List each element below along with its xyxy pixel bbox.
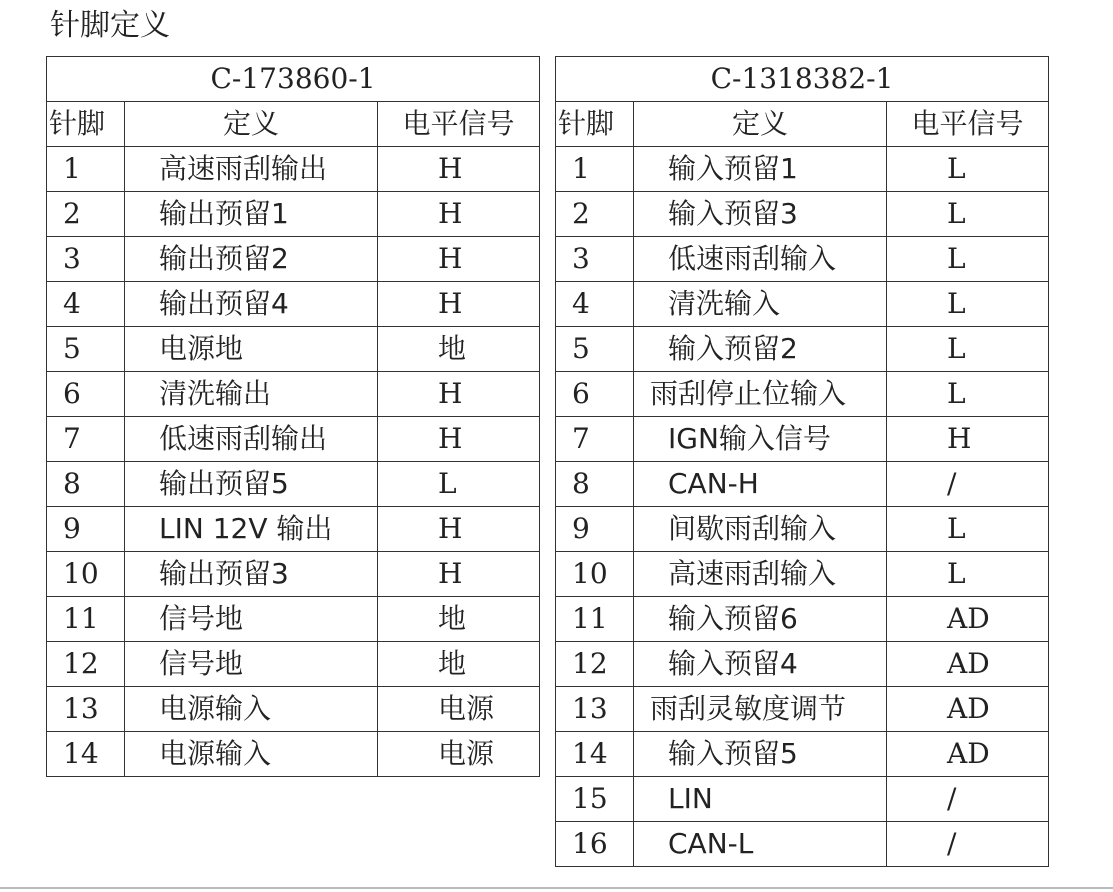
pin-row: [556, 462, 1049, 507]
pin-number-cell: 1: [556, 147, 634, 192]
pin-row: [556, 687, 1049, 732]
signal-level-cell: /: [887, 777, 1049, 822]
pin-definition-cell: 清洗输入: [634, 282, 887, 327]
pin-row: [47, 597, 540, 642]
pin-definition-cell: 输出预留2: [125, 237, 378, 282]
signal-level-cell: L: [887, 372, 1049, 417]
pin-row: [47, 282, 540, 327]
signal-level-cell: H: [887, 417, 1049, 462]
pin-row: [47, 507, 540, 552]
pin-number-cell: 11: [47, 597, 125, 642]
pin-definition-cell: 高速雨刮输入: [634, 552, 887, 597]
pin-definition-cell: 间歇雨刮输入: [634, 507, 887, 552]
signal-level-cell: AD: [887, 597, 1049, 642]
pin-number-cell: 10: [47, 552, 125, 597]
header-pin: 针脚: [556, 102, 634, 147]
pin-definition-cell: 电源地: [125, 327, 378, 372]
pin-number-cell: 2: [47, 192, 125, 237]
pin-table-c173860: [46, 56, 540, 777]
pin-number-cell: 5: [47, 327, 125, 372]
pin-row: [556, 552, 1049, 597]
connector-name: C-173860-1: [47, 57, 540, 102]
header-level: 电平信号: [887, 102, 1049, 147]
connector-caption-row: [556, 57, 1049, 102]
pin-row: [556, 327, 1049, 372]
pin-definition-cell: 雨刮停止位输入: [634, 372, 887, 417]
pin-definition-cell: 输入预留2: [634, 327, 887, 372]
pin-number-cell: 15: [556, 777, 634, 822]
pin-row: [47, 732, 540, 777]
page-title: 针脚定义: [50, 8, 170, 43]
header-definition: 定义: [125, 102, 378, 147]
pin-row: [47, 552, 540, 597]
pin-definition-cell: 高速雨刮输出: [125, 147, 378, 192]
pin-definition-cell: 输入预留1: [634, 147, 887, 192]
pin-definition-cell: 低速雨刮输入: [634, 237, 887, 282]
pin-definition-cell: 输出预留1: [125, 192, 378, 237]
pin-definition-cell: IGN输入信号: [634, 417, 887, 462]
signal-level-cell: H: [378, 192, 540, 237]
pin-definition-cell: LIN: [634, 777, 887, 822]
signal-level-cell: L: [887, 192, 1049, 237]
pin-row: [47, 372, 540, 417]
pin-row: [47, 417, 540, 462]
pin-number-cell: 3: [556, 237, 634, 282]
header-definition: 定义: [634, 102, 887, 147]
signal-level-cell: 电源: [378, 687, 540, 732]
signal-level-cell: L: [378, 462, 540, 507]
pin-definition-cell: 输入预留6: [634, 597, 887, 642]
signal-level-cell: AD: [887, 732, 1049, 777]
pin-number-cell: 14: [47, 732, 125, 777]
signal-level-cell: L: [887, 507, 1049, 552]
pin-number-cell: 12: [556, 642, 634, 687]
pin-row: [556, 777, 1049, 822]
signal-level-cell: H: [378, 372, 540, 417]
signal-level-cell: 地: [378, 327, 540, 372]
signal-level-cell: AD: [887, 687, 1049, 732]
pin-row: [556, 192, 1049, 237]
signal-level-cell: L: [887, 552, 1049, 597]
pin-definition-cell: 输出预留3: [125, 552, 378, 597]
header-pin: 针脚: [47, 102, 125, 147]
pin-number-cell: 8: [556, 462, 634, 507]
pin-row: [556, 732, 1049, 777]
pin-row: [556, 237, 1049, 282]
pin-definition-cell: 输入预留5: [634, 732, 887, 777]
signal-level-cell: H: [378, 507, 540, 552]
signal-level-cell: H: [378, 147, 540, 192]
pin-definition-cell: 低速雨刮输出: [125, 417, 378, 462]
pin-number-cell: 10: [556, 552, 634, 597]
pin-row: [556, 597, 1049, 642]
pin-row: [556, 507, 1049, 552]
pin-number-cell: 7: [556, 417, 634, 462]
page-bottom-divider: [0, 887, 1113, 889]
signal-level-cell: 电源: [378, 732, 540, 777]
pin-number-cell: 16: [556, 822, 634, 867]
pin-number-cell: 7: [47, 417, 125, 462]
pin-number-cell: 11: [556, 597, 634, 642]
pin-row: [47, 327, 540, 372]
signal-level-cell: H: [378, 417, 540, 462]
pin-number-cell: 12: [47, 642, 125, 687]
signal-level-cell: L: [887, 147, 1049, 192]
signal-level-cell: H: [378, 237, 540, 282]
pin-number-cell: 9: [556, 507, 634, 552]
pin-rows: [556, 147, 1049, 867]
connector-caption-row: [47, 57, 540, 102]
pin-number-cell: 6: [47, 372, 125, 417]
pin-definition-cell: 输出预留5: [125, 462, 378, 507]
signal-level-cell: 地: [378, 642, 540, 687]
signal-level-cell: 地: [378, 597, 540, 642]
pin-table-c1318382: [555, 56, 1049, 867]
pin-number-cell: 8: [47, 462, 125, 507]
pin-number-cell: 4: [556, 282, 634, 327]
signal-level-cell: H: [378, 552, 540, 597]
pin-row: [47, 147, 540, 192]
header-level: 电平信号: [378, 102, 540, 147]
pin-number-cell: 13: [556, 687, 634, 732]
signal-level-cell: L: [887, 237, 1049, 282]
pin-number-cell: 4: [47, 282, 125, 327]
pin-definition-cell: 清洗输出: [125, 372, 378, 417]
pin-definition-cell: 输出预留4: [125, 282, 378, 327]
signal-level-cell: /: [887, 462, 1049, 507]
pin-definition-cell: CAN-H: [634, 462, 887, 507]
pin-definition-cell: 输入预留3: [634, 192, 887, 237]
pin-row: [47, 642, 540, 687]
pin-row: [556, 147, 1049, 192]
pin-number-cell: 13: [47, 687, 125, 732]
pin-row: [556, 417, 1049, 462]
pin-number-cell: 3: [47, 237, 125, 282]
pin-definition-cell: 信号地: [125, 597, 378, 642]
signal-level-cell: L: [887, 327, 1049, 372]
header-row: [47, 102, 540, 147]
pin-row: [47, 192, 540, 237]
signal-level-cell: AD: [887, 642, 1049, 687]
pin-definition-cell: 信号地: [125, 642, 378, 687]
pin-definition-cell: 输入预留4: [634, 642, 887, 687]
pin-row: [47, 237, 540, 282]
pin-definition-cell: LIN 12V 输出: [125, 507, 378, 552]
pin-definition-cell: 雨刮灵敏度调节: [634, 687, 887, 732]
pin-number-cell: 1: [47, 147, 125, 192]
pin-row: [47, 462, 540, 507]
pin-number-cell: 14: [556, 732, 634, 777]
pin-row: [556, 822, 1049, 867]
signal-level-cell: /: [887, 822, 1049, 867]
pin-number-cell: 5: [556, 327, 634, 372]
pin-number-cell: 9: [47, 507, 125, 552]
pin-row: [556, 282, 1049, 327]
signal-level-cell: L: [887, 282, 1049, 327]
pin-number-cell: 6: [556, 372, 634, 417]
pin-row: [556, 642, 1049, 687]
pin-definition-cell: 电源输入: [125, 687, 378, 732]
pin-row: [47, 687, 540, 732]
pin-number-cell: 2: [556, 192, 634, 237]
connector-name: C-1318382-1: [556, 57, 1049, 102]
signal-level-cell: H: [378, 282, 540, 327]
pin-rows: [47, 147, 540, 777]
header-row: [556, 102, 1049, 147]
pin-definition-cell: CAN-L: [634, 822, 887, 867]
pin-row: [556, 372, 1049, 417]
pin-definition-cell: 电源输入: [125, 732, 378, 777]
